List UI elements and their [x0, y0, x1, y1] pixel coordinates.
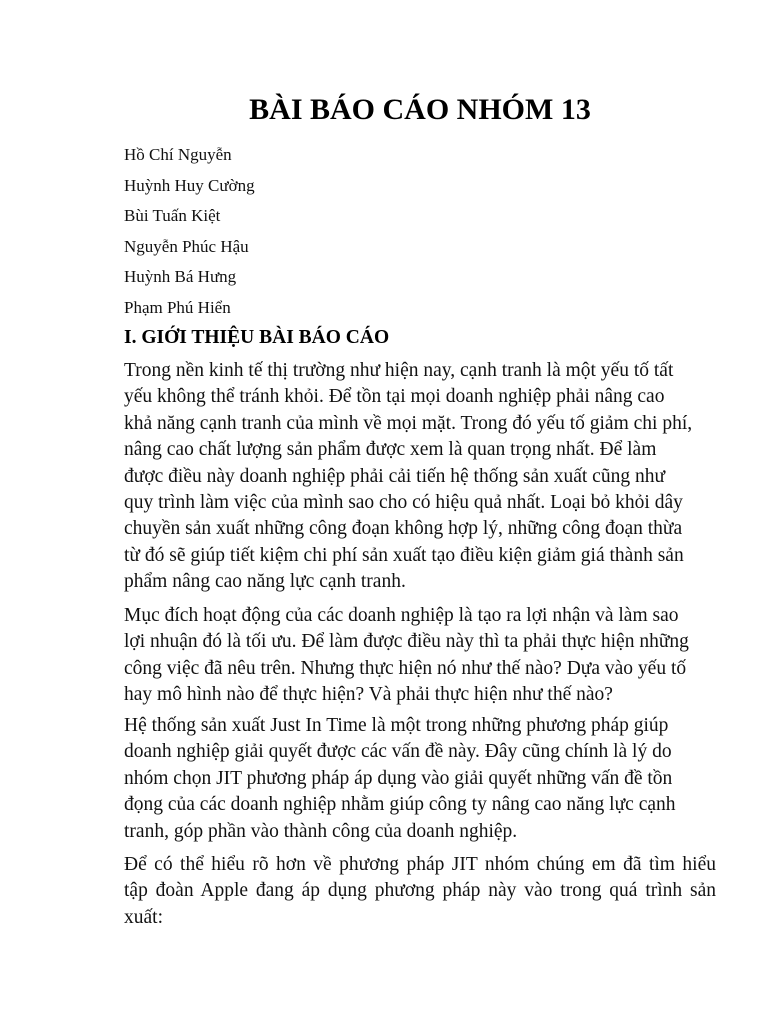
paragraph-line: nhóm chọn JIT phương pháp áp dụng vào giải quyết những vấn đề tồn — [124, 767, 673, 789]
paragraph-line: nâng cao chất lượng sản phẩm được xem là quan trọng nhất. Để làm — [124, 439, 657, 461]
section-heading: I. GIỚI THIỆU BÀI BÁO CÁO — [124, 327, 390, 348]
paragraph-line: công việc đã nêu trên. Nhưng thực hiện nó như thế nào? Dựa vào yếu tố — [124, 657, 687, 679]
paragraph-line: hay mô hình nào để thực hiện? Và phải thực hiện như thế nào? — [124, 684, 613, 706]
paragraph-line: phẩm nâng cao năng lực cạnh tranh. — [124, 571, 406, 593]
paragraph-line: khả năng cạnh tranh của mình về mọi mặt. Trong đó yếu tố giảm chi phí, — [124, 412, 693, 434]
paragraph-line: Hệ thống sản xuất Just In Time là một trong những phương pháp giúp — [124, 715, 669, 736]
paragraph-line: yếu không thể tránh khỏi. Để tồn tại mọi doanh nghiệp phải nâng cao — [124, 386, 665, 408]
author-name: Huỳnh Bá Hưng — [124, 267, 237, 286]
author-name: Huỳnh Huy Cường — [124, 175, 255, 195]
body-paragraph-4 — [124, 852, 716, 931]
paragraph-line: đọng của các doanh nghiệp nhằm giúp công ty nâng cao năng lực cạnh — [124, 794, 676, 816]
body-paragraph-1 — [124, 358, 716, 596]
author-name: Nguyễn Phúc Hậu — [124, 236, 249, 256]
author-list — [124, 140, 255, 323]
paragraph-line: chuyền sản xuất những công đoạn không hợp lý, những công đoạn thừa — [124, 518, 683, 540]
paragraph-line: Để có thể hiểu rõ hơn về phương pháp JIT nhóm chúng em đã tìm hiểu — [124, 854, 716, 875]
paragraph-line: lợi nhuận đó là tối ưu. Để làm được điều này thì ta phải thực hiện những — [124, 631, 689, 653]
paragraph-line: xuất: — [124, 906, 163, 928]
paragraph-line: từ đó sẽ giúp tiết kiệm chi phí sản xuất tạo điều kiện giảm giá thành sản — [124, 544, 684, 566]
body-paragraph-2 — [124, 603, 716, 709]
paragraph-line: Mục đích hoạt động của các doanh nghiệp là tạo ra lợi nhận và làm sao — [124, 605, 679, 626]
paragraph-line: tập đoàn Apple đang áp dụng phương pháp này vào trong quá trình sản — [124, 880, 716, 902]
paragraph-line: Trong nền kinh tế thị trường như hiện nay, cạnh tranh là một yếu tố tất — [124, 360, 674, 381]
paragraph-line: tranh, góp phần vào thành công của doanh nghiệp. — [124, 820, 518, 842]
document-title: BÀI BÁO CÁO NHÓM 13 — [249, 93, 591, 126]
author-name: Bùi Tuấn Kiệt — [124, 206, 221, 225]
paragraph-line: quy trình làm việc của mình sao cho có hiệu quả nhất. Loại bỏ khỏi dây — [124, 492, 683, 514]
paragraph-line: được điều này doanh nghiệp phải cải tiến hệ thống sản xuất cũng như — [124, 465, 666, 487]
body-paragraph-3 — [124, 713, 716, 845]
author-name: Phạm Phú Hiển — [124, 297, 231, 317]
author-name: Hồ Chí Nguyễn — [124, 145, 232, 164]
paragraph-line: doanh nghiệp giải quyết được các vấn đề này. Đây cũng chính là lý do — [124, 741, 672, 763]
